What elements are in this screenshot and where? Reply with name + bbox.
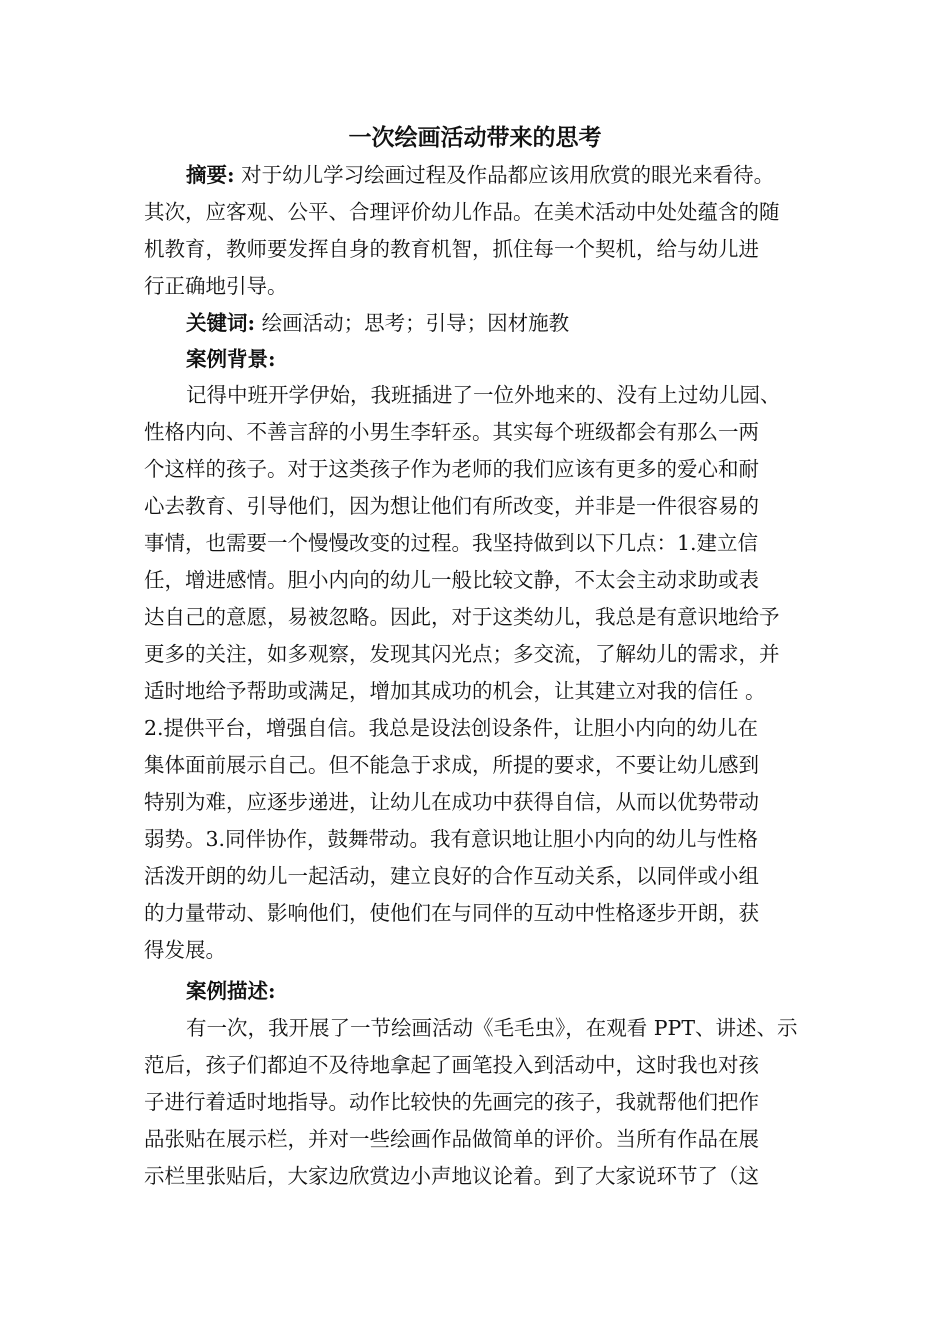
background-line-7: 达自己的意愿，易被忽略。因此，对于这类幼儿，我总是有意识地给予 <box>144 605 780 629</box>
description-line-3: 子进行着适时地指导。动作比较快的先画完的孩子，我就帮他们把作 <box>144 1090 759 1114</box>
description-line-4: 品张贴在展示栏，并对一些绘画作品做简单的评价。当所有作品在展 <box>144 1127 759 1151</box>
background-line-6: 任，增进感情。胆小内向的幼儿一般比较文静，不太会主动求助或表 <box>144 568 759 592</box>
abstract-line-3: 机教育，教师要发挥自身的教育机智，抓住每一个契机，给与幼儿进 <box>144 237 759 261</box>
abstract-line-1 <box>186 162 774 188</box>
background-line-2: 性格内向、不善言辞的小男生李轩丞。其实每个班级都会有那么一两 <box>144 420 759 444</box>
description-line-5: 示栏里张贴后，大家边欣赏边小声地议论着。到了大家说环节了（这 <box>144 1164 759 1188</box>
abstract-label: 摘要: <box>186 163 235 187</box>
abstract-line-4: 行正确地引导。 <box>144 274 288 298</box>
background-line-9: 适时地给予帮助或满足，增加其成功的机会，让其建立对我的信任 。 <box>144 679 766 703</box>
background-line-1: 记得中班开学伊始，我班插进了一位外地来的、没有上过幼儿园、 <box>186 383 781 407</box>
background-line-16: 得发展。 <box>144 938 226 962</box>
background-line-15: 的力量带动、影响他们，使他们在与同伴的互动中性格逐步开朗，获 <box>144 901 759 925</box>
background-line-4: 心去教育、引导他们，因为想让他们有所改变，并非是一件很容易的 <box>144 494 759 518</box>
keywords-text: 绘画活动；思考；引导；因材施教 <box>255 311 570 335</box>
background-line-10: 2.提供平台，增强自信。我总是设法创设条件，让胆小内向的幼儿在 <box>144 716 759 740</box>
keywords-line <box>186 310 569 336</box>
abstract-text-1: 对于幼儿学习绘画过程及作品都应该用欣赏的眼光来看待。 <box>234 163 775 187</box>
document-title: 一次绘画活动带来的思考 <box>348 124 602 151</box>
description-line-1: 有一次，我开展了一节绘画活动《毛毛虫》，在观看 PPT、讲述、示 <box>186 1016 798 1040</box>
background-line-3: 个这样的孩子。对于这类孩子作为老师的我们应该有更多的爱心和耐 <box>144 457 759 481</box>
section-heading-description: 案例描述: <box>186 979 276 1003</box>
background-line-11: 集体面前展示自己。但不能急于求成，所提的要求，不要让幼儿感到 <box>144 753 759 777</box>
abstract-line-2: 其次，应客观、公平、合理评价幼儿作品。在美术活动中处处蕴含的随 <box>144 200 780 224</box>
background-line-14: 活泼开朗的幼儿一起活动，建立良好的合作互动关系，以同伴或小组 <box>144 864 759 888</box>
background-line-12: 特别为难，应逐步递进，让幼儿在成功中获得自信，从而以优势带动 <box>144 790 759 814</box>
description-line-2: 范后，孩子们都迫不及待地拿起了画笔投入到活动中，这时我也对孩 <box>144 1053 759 1077</box>
keywords-label: 关键词: <box>186 311 256 335</box>
background-line-8: 更多的关注，如多观察，发现其闪光点；多交流，了解幼儿的需求，并 <box>144 642 780 666</box>
background-line-13: 弱势。3.同伴协作，鼓舞带动。我有意识地让胆小内向的幼儿与性格 <box>144 827 759 851</box>
background-line-5: 事情，也需要一个慢慢改变的过程。我坚持做到以下几点：1.建立信 <box>144 531 759 555</box>
section-heading-background: 案例背景: <box>186 347 276 371</box>
